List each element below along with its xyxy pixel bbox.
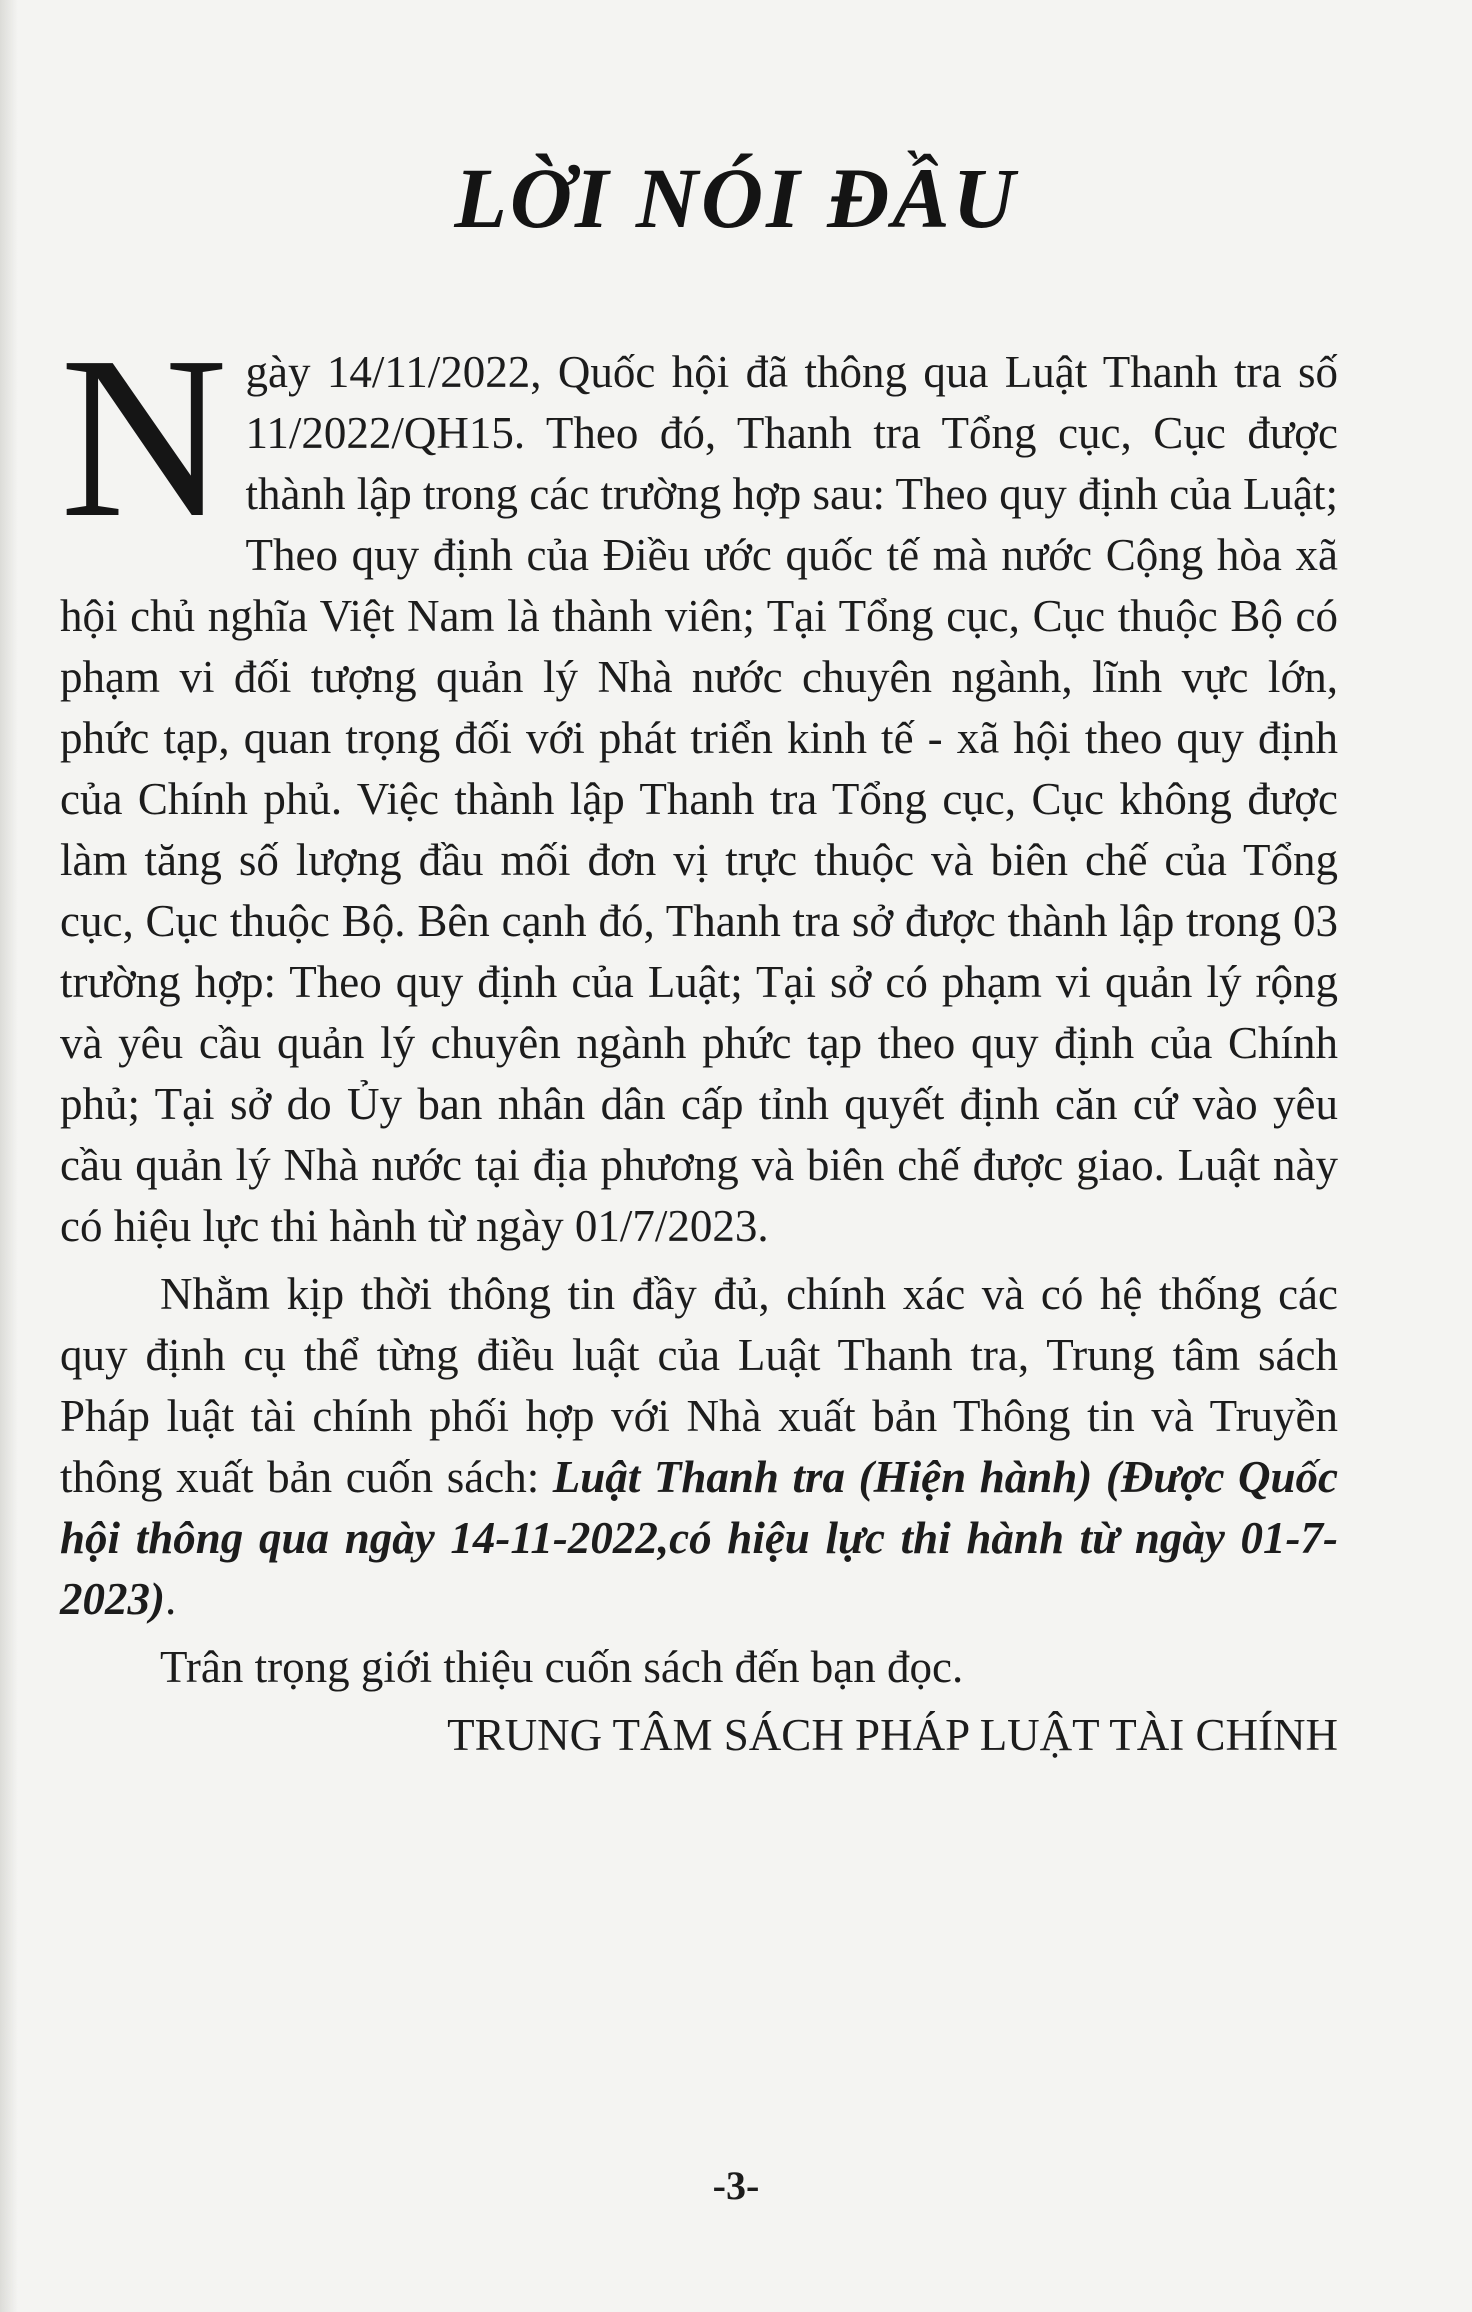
book-title-emphasis: Luật Thanh tra (Hiện hành) (Được Quốc hội thông qua ngày 14-11-2022,có hiệu lực thi hành từ ngày 01-7-2023) bbox=[60, 1452, 1339, 1624]
preface-body bbox=[60, 309, 1339, 1773]
page-title: LỜI NÓI ĐẦU bbox=[454, 150, 1018, 246]
paragraph-purpose-end: . bbox=[165, 1574, 177, 1624]
drop-cap-letter: N bbox=[60, 309, 228, 566]
paragraph-purpose bbox=[60, 1264, 1338, 1630]
page-gutter-shadow bbox=[0, 0, 18, 2312]
paragraph-purpose-text: Nhằm kịp thời thông tin đầy đủ, chính xác và có hệ thống các quy định cụ thể từng điều luật của Luật Thanh tra, Trung tâm sách Pháp luật tài chính phối hợp với Nhà xuất bản Thông tin và Truyền thông xuất bản cuốn sách: bbox=[60, 1269, 1338, 1502]
signature: TRUNG TÂM SÁCH PHÁP LUẬT TÀI CHÍNH bbox=[447, 1710, 1338, 1760]
paragraph-intro-text: gày 14/11/2022, Quốc hội đã thông qua Luật Thanh tra số 11/2022/QH15. Theo đó, Thanh tra Tổng cục, Cục được thành lập trong các trường hợp sau: Theo quy định của Luật; Theo quy định của Điều ước quốc tế mà nước Cộng hòa xã hội chủ nghĩa Việt Nam là thành viên; Tại Tổng cục, Cục thuộc Bộ có phạm vi đối tượng quản lý Nhà nước chuyên ngành, lĩnh vực lớn, phức tạp, quan trọng đối với phát triển kinh tế - xã hội theo quy định của Chính phủ. Việc thành lập Thanh tra Tổng cục, Cục không được làm tăng số lượng đầu mối đơn vị trực thuộc và biên chế của Tổng cục, Cục thuộc Bộ. Bên cạnh đó, Thanh tra sở được thành lập trong 03 trường hợp: Theo quy định của Luật; Tại sở có phạm vi quản lý rộng và yêu cầu quản lý chuyên ngành phức tạp theo quy định của Chính phủ; Tại sở do Ủy ban nhân dân cấp tỉnh quyết định căn cứ vào yêu cầu quản lý Nhà nước tại địa phương và biên chế được giao. Luật này có hiệu lực thi hành từ ngày 01/7/2023. bbox=[60, 347, 1338, 1251]
paragraph-intro bbox=[60, 309, 1338, 1257]
paragraph-closing: Trân trọng giới thiệu cuốn sách đến bạn đọc. bbox=[160, 1642, 964, 1692]
page-number: -3- bbox=[712, 2163, 760, 2208]
